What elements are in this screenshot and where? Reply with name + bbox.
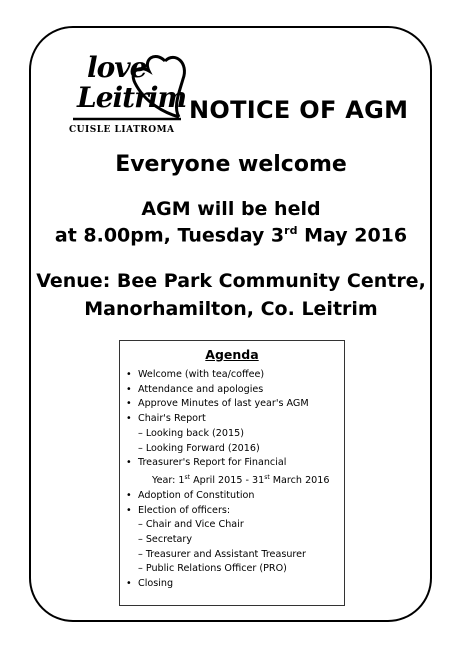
- agenda-subitem: – Secretary: [138, 533, 193, 545]
- agm-intro: AGM will be held: [141, 198, 321, 220]
- notice-title: NOTICE OF AGM: [189, 96, 409, 124]
- agenda-item-continuation: Year: 1st April 2015 - 31st March 2016: [152, 473, 330, 487]
- agenda-subitem: – Looking Forward (2016): [138, 442, 260, 454]
- agenda-subitem: – Treasurer and Assistant Treasurer: [138, 548, 306, 560]
- venue-location: Manorhamilton, Co. Leitrim: [84, 298, 378, 320]
- logo-irish-text: CUISLE LIATROMA: [69, 125, 175, 135]
- agenda-item: • Welcome (with tea/coffee): [126, 368, 329, 383]
- agenda-item: • Election of officers:: [126, 504, 329, 519]
- welcome-heading: Everyone welcome: [115, 152, 347, 177]
- venue-name: Venue: Bee Park Community Centre,: [36, 270, 426, 292]
- agm-date-time: at 8.00pm, Tuesday 3rd May 2016: [54, 224, 408, 247]
- agenda-item: • Adoption of Constitution: [126, 489, 329, 504]
- agenda-item: • Approve Minutes of last year's AGM: [126, 397, 329, 412]
- notice-poster: [29, 26, 432, 622]
- agenda-item: • Attendance and apologies: [126, 383, 329, 398]
- logo-word-love: love: [87, 51, 147, 84]
- agenda-heading: Agenda: [205, 347, 259, 362]
- agenda-subitem: – Chair and Vice Chair: [138, 519, 244, 531]
- love-leitrim-logo: [69, 53, 189, 141]
- agenda-subitem: – Looking back (2015): [138, 427, 244, 439]
- agenda-box: [119, 340, 345, 606]
- agenda-item: • Closing: [126, 577, 329, 592]
- agenda-item: • Chair's Report: [126, 412, 329, 427]
- agenda-list: [126, 368, 329, 592]
- logo-word-leitrim: Leitrim: [77, 81, 187, 114]
- agenda-subitem: – Public Relations Officer (PRO): [138, 563, 287, 575]
- agenda-item: • Treasurer's Report for Financial: [126, 456, 329, 471]
